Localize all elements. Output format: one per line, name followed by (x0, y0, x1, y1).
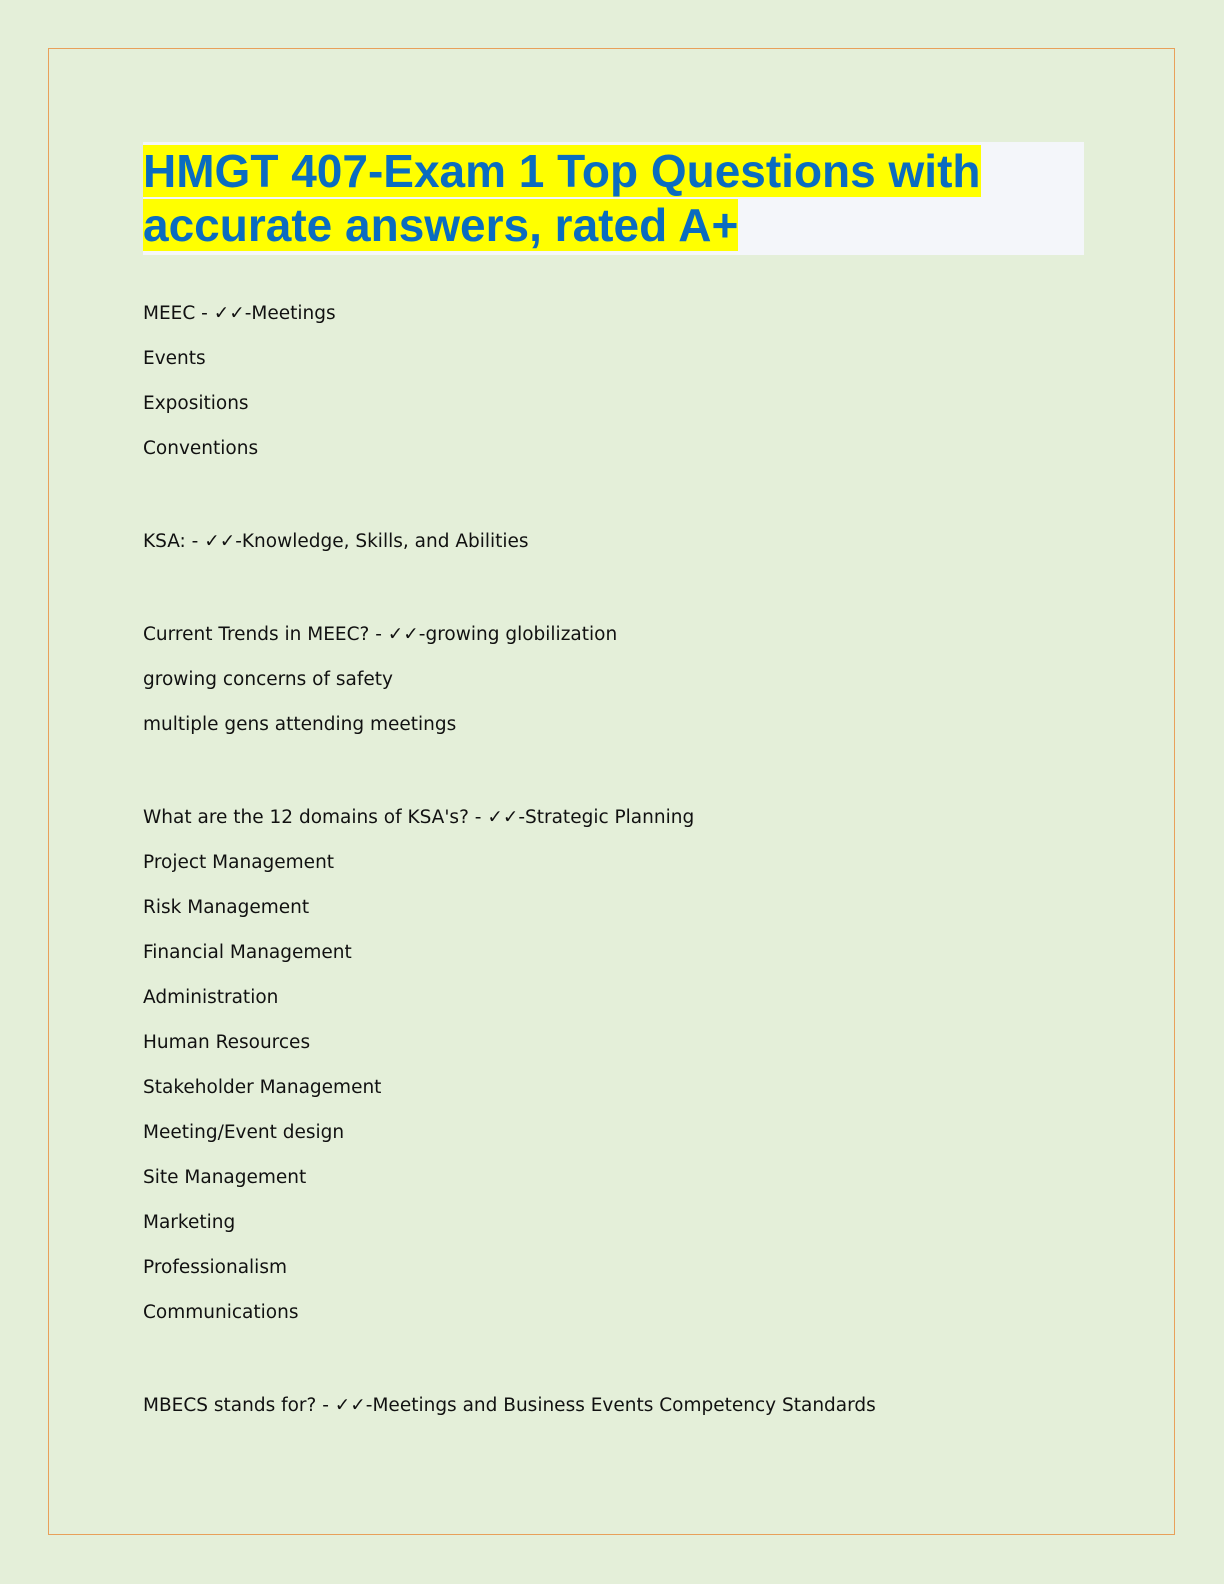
qa-answer-line: Conventions (143, 438, 259, 459)
spacer (143, 573, 1083, 621)
qa-block-mbecs (143, 1392, 1083, 1437)
qa-answer-line: Human Resources (143, 1032, 311, 1053)
qa-answer-line: Marketing (143, 1212, 236, 1233)
qa-answer-line: Administration (143, 987, 279, 1008)
qa-answer-line: multiple gens attending meetings (143, 714, 457, 735)
qa-block-ksa (143, 528, 1083, 573)
qa-block-trends (143, 621, 1083, 756)
title-line-2: accurate answers, rated A+ (143, 199, 739, 251)
qa-answer-line: Communications (143, 1302, 299, 1323)
qa-answer-line: Meeting/Event design (143, 1122, 345, 1143)
qa-answer-line: Risk Management (143, 897, 310, 918)
qa-answer-line: growing concerns of safety (143, 669, 393, 690)
document-body (143, 300, 1083, 1437)
qa-question-line: MBECS stands for? - ✓✓-Meetings and Business Events Competency Standards (143, 1395, 876, 1416)
spacer (143, 1344, 1083, 1392)
title-line-1: HMGT 407-Exam 1 Top Questions with (143, 145, 981, 197)
spacer (143, 756, 1083, 804)
qa-block-domains (143, 804, 1083, 1344)
qa-answer-line: Expositions (143, 393, 249, 414)
qa-answer-line: Events (143, 348, 206, 369)
qa-question-line: Current Trends in MEEC? - ✓✓-growing globilization (143, 624, 618, 645)
qa-question-line: KSA: - ✓✓-Knowledge, Skills, and Abilities (143, 531, 529, 552)
qa-question-line: MEEC - ✓✓-Meetings (143, 303, 336, 324)
qa-question-line: What are the 12 domains of KSA's? - ✓✓-Strategic Planning (143, 807, 695, 828)
qa-answer-line: Financial Management (143, 942, 352, 963)
spacer (143, 480, 1083, 528)
qa-answer-line: Project Management (143, 852, 335, 873)
title-block (143, 142, 1084, 255)
qa-answer-line: Site Management (143, 1167, 307, 1188)
document-title (143, 142, 1084, 252)
qa-block-meec (143, 300, 1083, 480)
qa-answer-line: Professionalism (143, 1257, 287, 1278)
qa-answer-line: Stakeholder Management (143, 1077, 382, 1098)
